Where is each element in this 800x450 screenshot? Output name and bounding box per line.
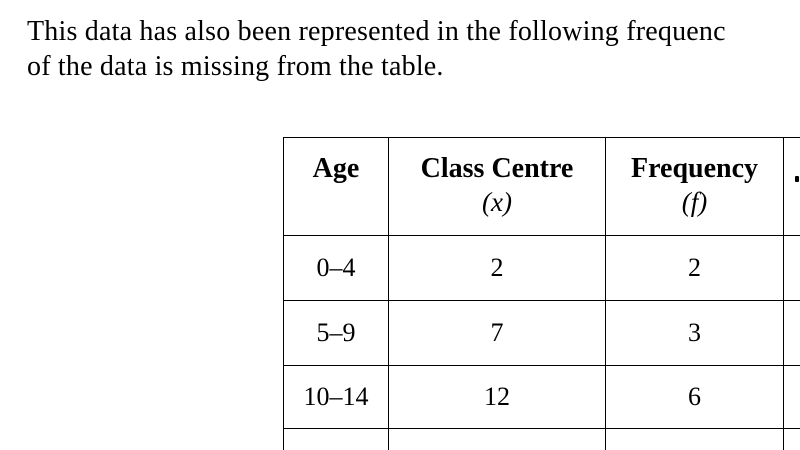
clipped-column-cell <box>784 366 800 429</box>
header-age-label: Age <box>312 153 360 184</box>
header-age <box>284 138 389 236</box>
frequency-cell <box>606 429 784 450</box>
clipped-column-cell <box>784 236 800 301</box>
paragraph-line-2: of the data is missing from the table. <box>27 51 444 82</box>
frequency-cell: 3 <box>606 301 784 366</box>
header-frequency-label: Frequency <box>630 153 759 184</box>
header-frequency <box>606 138 784 236</box>
table-row-partial <box>284 429 800 450</box>
age-cell: 10–14 <box>284 366 389 429</box>
frequency-cell: 2 <box>606 236 784 301</box>
table-row <box>284 236 800 301</box>
table-header-row <box>284 138 800 236</box>
paragraph-line-1: This data has also been represented in the following frequenc <box>27 16 726 47</box>
class-centre-cell: 2 <box>389 236 606 301</box>
age-cell: 0–4 <box>284 236 389 301</box>
clipped-character-fragment <box>795 176 799 182</box>
class-centre-cell <box>389 429 606 450</box>
header-class-centre-label: Class Centre <box>420 153 574 184</box>
frequency-cell: 6 <box>606 366 784 429</box>
class-centre-cell: 12 <box>389 366 606 429</box>
class-centre-cell: 7 <box>389 301 606 366</box>
paragraph <box>27 14 726 84</box>
table-row <box>284 366 800 429</box>
clipped-column-cell <box>784 301 800 366</box>
frequency-table <box>283 137 800 450</box>
age-cell <box>284 429 389 450</box>
clipped-column-cell <box>784 429 800 450</box>
header-class-centre <box>389 138 606 236</box>
table-row <box>284 301 800 366</box>
header-frequency-symbol: (f) <box>681 187 708 217</box>
age-cell: 5–9 <box>284 301 389 366</box>
header-clipped-column <box>784 138 800 236</box>
header-class-centre-symbol: (x) <box>482 187 512 217</box>
